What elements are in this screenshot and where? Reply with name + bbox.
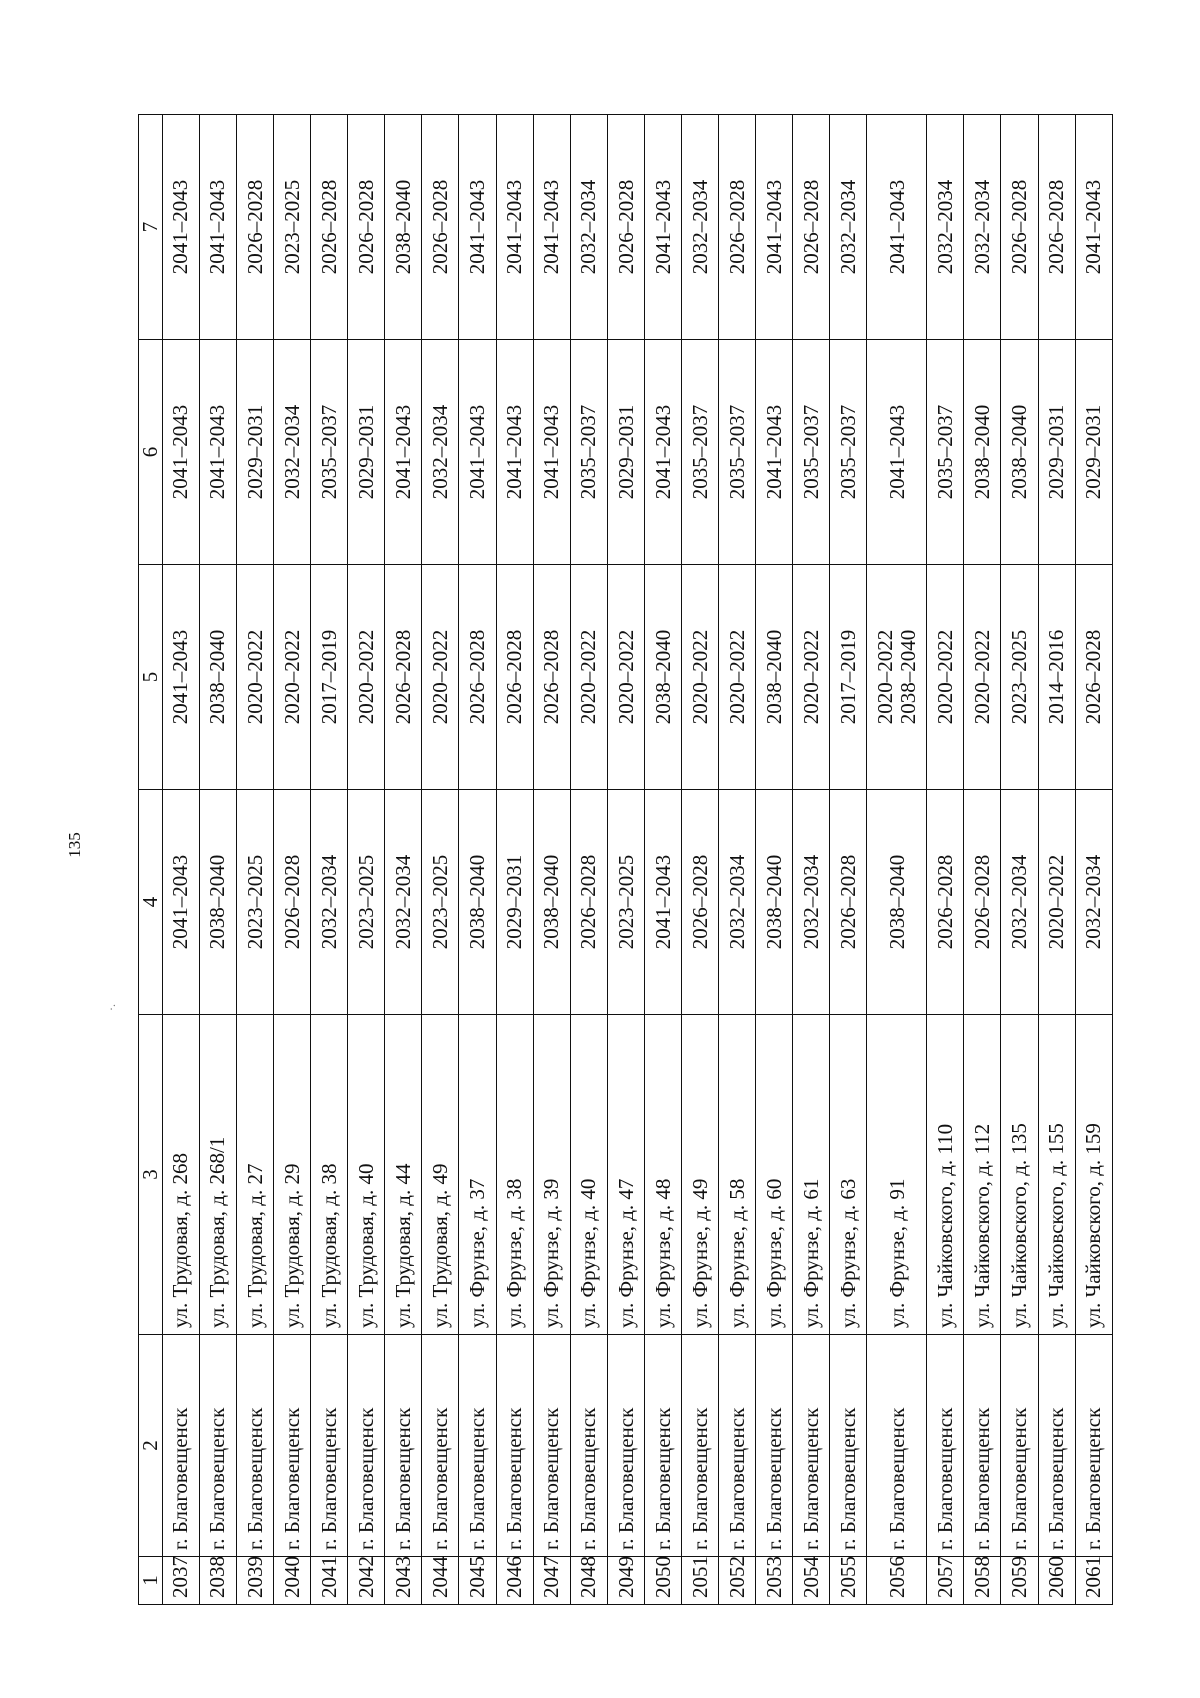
- scan-speck: ·.: [104, 1004, 118, 1011]
- table-row: [756, 115, 793, 1605]
- period-col5-value: 2026–2028: [502, 629, 527, 725]
- city-cell: г. Благовещенск: [644, 1335, 681, 1557]
- period-col5-cell: [830, 565, 867, 790]
- period-col6-cell: 2041–2043: [496, 340, 533, 565]
- period-col6-cell: 2041–2043: [162, 340, 199, 565]
- table-row: [236, 115, 273, 1605]
- period-col5-value: 2020–2022: [428, 629, 453, 725]
- city-cell: г. Благовещенск: [1075, 1335, 1112, 1557]
- address-cell: ул. Фрунзе, д. 91: [867, 1015, 927, 1335]
- address-cell: ул. Фрунзе, д. 40: [570, 1015, 607, 1335]
- period-col4-cell: 2026–2028: [830, 790, 867, 1015]
- period-col4-cell: 2023–2025: [348, 790, 385, 1015]
- period-col7-cell: 2023–2025: [273, 115, 310, 340]
- row-number-cell: 2047: [533, 1557, 570, 1605]
- period-col6-cell: 2038–2040: [964, 340, 1001, 565]
- period-col5-value: 2038–2040: [205, 629, 230, 725]
- city-cell: г. Благовещенск: [162, 1335, 199, 1557]
- row-number-cell: 2059: [1001, 1557, 1038, 1605]
- period-col7-cell: 2026–2028: [1001, 115, 1038, 340]
- period-col5-cell: [385, 565, 422, 790]
- period-col4-cell: 2038–2040: [867, 790, 927, 1015]
- address-cell: ул. Чайковского, д. 110: [927, 1015, 964, 1335]
- period-col6-cell: 2029–2031: [236, 340, 273, 565]
- period-col5-cell: [311, 565, 348, 790]
- page-number: 135: [64, 832, 84, 858]
- city-cell: г. Благовещенск: [236, 1335, 273, 1557]
- period-col5-value: 2020–2022: [687, 629, 712, 725]
- period-col6-cell: 2035–2037: [681, 340, 718, 565]
- period-col4-cell: 2032–2034: [385, 790, 422, 1015]
- city-cell: г. Благовещенск: [496, 1335, 533, 1557]
- period-col6-cell: 2041–2043: [199, 340, 236, 565]
- table-row: [496, 115, 533, 1605]
- address-cell: ул. Трудовая, д. 268/1: [199, 1015, 236, 1335]
- period-col7-cell: 2038–2040: [385, 115, 422, 340]
- address-cell: ул. Чайковского, д. 135: [1001, 1015, 1038, 1335]
- period-col5-value: 2020–2022: [798, 629, 823, 725]
- table-row: [681, 115, 718, 1605]
- column-number-5: 5: [139, 565, 163, 790]
- address-cell: ул. Чайковского, д. 159: [1075, 1015, 1112, 1335]
- period-col7-cell: 2026–2028: [719, 115, 756, 340]
- period-col6-cell: 2035–2037: [793, 340, 830, 565]
- period-col7-cell: 2041–2043: [1075, 115, 1112, 340]
- period-col5-cell: [496, 565, 533, 790]
- period-col6-cell: 2041–2043: [644, 340, 681, 565]
- address-cell: ул. Трудовая, д. 38: [311, 1015, 348, 1335]
- period-col6-cell: 2041–2043: [459, 340, 496, 565]
- period-col5-cell: [533, 565, 570, 790]
- period-col5-cell: [607, 565, 644, 790]
- period-col4-cell: 2020–2022: [1038, 790, 1075, 1015]
- address-cell: ул. Фрунзе, д. 39: [533, 1015, 570, 1335]
- city-cell: г. Благовещенск: [681, 1335, 718, 1557]
- row-number-cell: 2049: [607, 1557, 644, 1605]
- table-row: [570, 115, 607, 1605]
- city-cell: г. Благовещенск: [964, 1335, 1001, 1557]
- period-col5-value: 2038–2040: [761, 629, 786, 725]
- period-col4-cell: 2038–2040: [533, 790, 570, 1015]
- address-cell: ул. Фрунзе, д. 47: [607, 1015, 644, 1335]
- period-col5-cell: [459, 565, 496, 790]
- period-col5-cell: [273, 565, 310, 790]
- row-number-cell: 2058: [964, 1557, 1001, 1605]
- rotated-table-frame: [138, 115, 1113, 1605]
- address-cell: ул. Трудовая, д. 27: [236, 1015, 273, 1335]
- period-col7-cell: 2026–2028: [236, 115, 273, 340]
- period-col5-cell: [1075, 565, 1112, 790]
- period-col6-cell: 2038–2040: [1001, 340, 1038, 565]
- period-col5-cell: [927, 565, 964, 790]
- city-cell: г. Благовещенск: [533, 1335, 570, 1557]
- period-col4-cell: 2032–2034: [1001, 790, 1038, 1015]
- table-body: [162, 115, 1112, 1605]
- period-col5-value: 2020–2022: [932, 629, 957, 725]
- table-row: [830, 115, 867, 1605]
- column-number-2: 2: [139, 1335, 163, 1557]
- address-cell: ул. Фрунзе, д. 61: [793, 1015, 830, 1335]
- period-col5-value: 2041–2043: [168, 629, 193, 725]
- address-cell: ул. Фрунзе, д. 58: [719, 1015, 756, 1335]
- period-col4-cell: 2026–2028: [964, 790, 1001, 1015]
- period-col5-cell: [422, 565, 459, 790]
- period-col5-value: 2038–2040: [650, 629, 675, 725]
- period-col6-cell: 2035–2037: [719, 340, 756, 565]
- row-number-cell: 2050: [644, 1557, 681, 1605]
- address-cell: ул. Чайковского, д. 155: [1038, 1015, 1075, 1335]
- column-number-6: 6: [139, 340, 163, 565]
- period-col4-cell: 2041–2043: [644, 790, 681, 1015]
- row-number-cell: 2039: [236, 1557, 273, 1605]
- period-col6-cell: 2029–2031: [348, 340, 385, 565]
- period-col4-cell: 2023–2025: [422, 790, 459, 1015]
- address-cell: ул. Фрунзе, д. 38: [496, 1015, 533, 1335]
- period-col7-cell: 2041–2043: [533, 115, 570, 340]
- period-col5-cell: [719, 565, 756, 790]
- period-col6-cell: 2029–2031: [1075, 340, 1112, 565]
- period-col6-cell: 2041–2043: [756, 340, 793, 565]
- row-number-cell: 2044: [422, 1557, 459, 1605]
- table-row: [644, 115, 681, 1605]
- table-row: [459, 115, 496, 1605]
- address-cell: ул. Фрунзе, д. 37: [459, 1015, 496, 1335]
- row-number-cell: 2037: [162, 1557, 199, 1605]
- period-col5-value: 2020–2022: [576, 629, 601, 725]
- address-cell: ул. Фрунзе, д. 63: [830, 1015, 867, 1335]
- period-col7-cell: 2041–2043: [162, 115, 199, 340]
- row-number-cell: 2048: [570, 1557, 607, 1605]
- city-cell: г. Благовещенск: [1001, 1335, 1038, 1557]
- address-cell: ул. Фрунзе, д. 60: [756, 1015, 793, 1335]
- city-cell: г. Благовещенск: [459, 1335, 496, 1557]
- period-col4-cell: 2026–2028: [273, 790, 310, 1015]
- table-row: [533, 115, 570, 1605]
- period-col4-cell: 2032–2034: [1075, 790, 1112, 1015]
- period-col7-cell: 2026–2028: [607, 115, 644, 340]
- period-col5-value: 2020–2022: [970, 629, 995, 725]
- repair-schedule-table: [138, 114, 1113, 1605]
- address-cell: ул. Трудовая, д. 40: [348, 1015, 385, 1335]
- period-col6-cell: 2032–2034: [422, 340, 459, 565]
- row-number-cell: 2055: [830, 1557, 867, 1605]
- row-number-cell: 2041: [311, 1557, 348, 1605]
- city-cell: г. Благовещенск: [793, 1335, 830, 1557]
- period-col5-cell: [348, 565, 385, 790]
- period-col7-cell: 2032–2034: [681, 115, 718, 340]
- row-number-cell: 2045: [459, 1557, 496, 1605]
- table-row: [719, 115, 756, 1605]
- period-col5-cell: [681, 565, 718, 790]
- period-col5-cell: [793, 565, 830, 790]
- table-row: [1038, 115, 1075, 1605]
- period-col4-cell: 2032–2034: [719, 790, 756, 1015]
- row-number-cell: 2053: [756, 1557, 793, 1605]
- period-col5-cell: [162, 565, 199, 790]
- period-col6-cell: 2035–2037: [830, 340, 867, 565]
- period-col4-cell: 2041–2043: [162, 790, 199, 1015]
- period-col6-cell: 2035–2037: [570, 340, 607, 565]
- period-col5-cell: [570, 565, 607, 790]
- period-col4-cell: 2029–2031: [496, 790, 533, 1015]
- period-col7-cell: 2026–2028: [1038, 115, 1075, 340]
- table-row: [1001, 115, 1038, 1605]
- column-number-4: 4: [139, 790, 163, 1015]
- city-cell: г. Благовещенск: [273, 1335, 310, 1557]
- period-col7-cell: 2041–2043: [756, 115, 793, 340]
- period-col7-cell: 2032–2034: [964, 115, 1001, 340]
- city-cell: г. Благовещенск: [422, 1335, 459, 1557]
- period-col5-cell: [867, 565, 927, 790]
- period-col5-value: 2020–2022: [279, 629, 304, 725]
- period-col6-cell: 2032–2034: [273, 340, 310, 565]
- table-row: [348, 115, 385, 1605]
- period-col4-cell: 2023–2025: [607, 790, 644, 1015]
- period-col6-cell: 2035–2037: [927, 340, 964, 565]
- period-col4-cell: 2038–2040: [459, 790, 496, 1015]
- period-col7-cell: 2026–2028: [311, 115, 348, 340]
- period-col7-cell: 2041–2043: [459, 115, 496, 340]
- period-col5-value: 2026–2028: [539, 629, 564, 725]
- table-row: [311, 115, 348, 1605]
- period-col5-value: 2017–2019: [836, 629, 861, 725]
- city-cell: г. Благовещенск: [199, 1335, 236, 1557]
- period-col5-value: 2026–2028: [1081, 629, 1106, 725]
- period-col7-cell: 2041–2043: [199, 115, 236, 340]
- address-cell: ул. Фрунзе, д. 48: [644, 1015, 681, 1335]
- period-col5-value: 2026–2028: [390, 629, 415, 725]
- period-col5-value: 2023–2025: [1007, 629, 1032, 725]
- row-number-cell: 2040: [273, 1557, 310, 1605]
- city-cell: г. Благовещенск: [1038, 1335, 1075, 1557]
- address-cell: ул. Трудовая, д. 268: [162, 1015, 199, 1335]
- city-cell: г. Благовещенск: [607, 1335, 644, 1557]
- table-row: [927, 115, 964, 1605]
- period-col5-value: 2038–2040: [895, 629, 920, 725]
- column-number-1: 1: [139, 1557, 163, 1605]
- period-col4-cell: 2038–2040: [756, 790, 793, 1015]
- city-cell: г. Благовещенск: [348, 1335, 385, 1557]
- period-col7-cell: 2032–2034: [927, 115, 964, 340]
- period-col6-cell: 2041–2043: [385, 340, 422, 565]
- period-col4-cell: 2032–2034: [793, 790, 830, 1015]
- city-cell: г. Благовещенск: [830, 1335, 867, 1557]
- address-cell: ул. Трудовая, д. 49: [422, 1015, 459, 1335]
- city-cell: г. Благовещенск: [927, 1335, 964, 1557]
- row-number-cell: 2060: [1038, 1557, 1075, 1605]
- period-col5-value: 2020–2022: [613, 629, 638, 725]
- period-col5-cell: [964, 565, 1001, 790]
- address-cell: ул. Чайковского, д. 112: [964, 1015, 1001, 1335]
- row-number-cell: 2061: [1075, 1557, 1112, 1605]
- row-number-cell: 2057: [927, 1557, 964, 1605]
- period-col5-value: 2020–2022: [242, 629, 267, 725]
- row-number-cell: 2042: [348, 1557, 385, 1605]
- row-number-cell: 2043: [385, 1557, 422, 1605]
- city-cell: г. Благовещенск: [311, 1335, 348, 1557]
- period-col7-cell: 2026–2028: [793, 115, 830, 340]
- city-cell: г. Благовещенск: [719, 1335, 756, 1557]
- period-col6-cell: 2035–2037: [311, 340, 348, 565]
- table-row: [273, 115, 310, 1605]
- period-col5-cell: [236, 565, 273, 790]
- period-col5-cell: [1001, 565, 1038, 790]
- row-number-cell: 2056: [867, 1557, 927, 1605]
- period-col5-value: 2020–2022: [724, 629, 749, 725]
- period-col7-cell: 2026–2028: [348, 115, 385, 340]
- table-row: [1075, 115, 1112, 1605]
- period-col4-cell: 2026–2028: [927, 790, 964, 1015]
- period-col6-cell: 2041–2043: [867, 340, 927, 565]
- address-cell: ул. Фрунзе, д. 49: [681, 1015, 718, 1335]
- table-row: [964, 115, 1001, 1605]
- table-row: [385, 115, 422, 1605]
- row-number-cell: 2052: [719, 1557, 756, 1605]
- column-number-3: 3: [139, 1015, 163, 1335]
- city-cell: г. Благовещенск: [385, 1335, 422, 1557]
- period-col4-cell: 2026–2028: [681, 790, 718, 1015]
- period-col7-cell: 2041–2043: [496, 115, 533, 340]
- address-cell: ул. Трудовая, д. 29: [273, 1015, 310, 1335]
- table-row: [867, 115, 927, 1605]
- period-col5-cell: [756, 565, 793, 790]
- table-row: [162, 115, 199, 1605]
- period-col5-value: 2026–2028: [465, 629, 490, 725]
- column-number-row: [139, 115, 163, 1605]
- row-number-cell: 2046: [496, 1557, 533, 1605]
- period-col5-value: 2017–2019: [316, 629, 341, 725]
- table-row: [793, 115, 830, 1605]
- period-col7-cell: 2032–2034: [570, 115, 607, 340]
- table-row: [607, 115, 644, 1605]
- row-number-cell: 2051: [681, 1557, 718, 1605]
- period-col7-cell: 2032–2034: [830, 115, 867, 340]
- city-cell: г. Благовещенск: [756, 1335, 793, 1557]
- table-row: [422, 115, 459, 1605]
- row-number-cell: 2054: [793, 1557, 830, 1605]
- period-col6-cell: 2029–2031: [607, 340, 644, 565]
- column-number-7: 7: [139, 115, 163, 340]
- period-col5-cell: [1038, 565, 1075, 790]
- period-col7-cell: 2026–2028: [422, 115, 459, 340]
- period-col5-value: 2020–2022: [353, 629, 378, 725]
- period-col6-cell: 2029–2031: [1038, 340, 1075, 565]
- address-cell: ул. Трудовая, д. 44: [385, 1015, 422, 1335]
- period-col6-cell: 2041–2043: [533, 340, 570, 565]
- period-col5-cell: [199, 565, 236, 790]
- period-col4-cell: 2026–2028: [570, 790, 607, 1015]
- period-col5-value: 2014–2016: [1044, 629, 1069, 725]
- period-col7-cell: 2041–2043: [644, 115, 681, 340]
- city-cell: г. Благовещенск: [570, 1335, 607, 1557]
- city-cell: г. Благовещенск: [867, 1335, 927, 1557]
- period-col4-cell: 2023–2025: [236, 790, 273, 1015]
- table-row: [199, 115, 236, 1605]
- period-col5-value: 2020–2022: [873, 629, 898, 725]
- period-col4-cell: 2032–2034: [311, 790, 348, 1015]
- row-number-cell: 2038: [199, 1557, 236, 1605]
- period-col5-cell: [644, 565, 681, 790]
- period-col7-cell: 2041–2043: [867, 115, 927, 340]
- period-col4-cell: 2038–2040: [199, 790, 236, 1015]
